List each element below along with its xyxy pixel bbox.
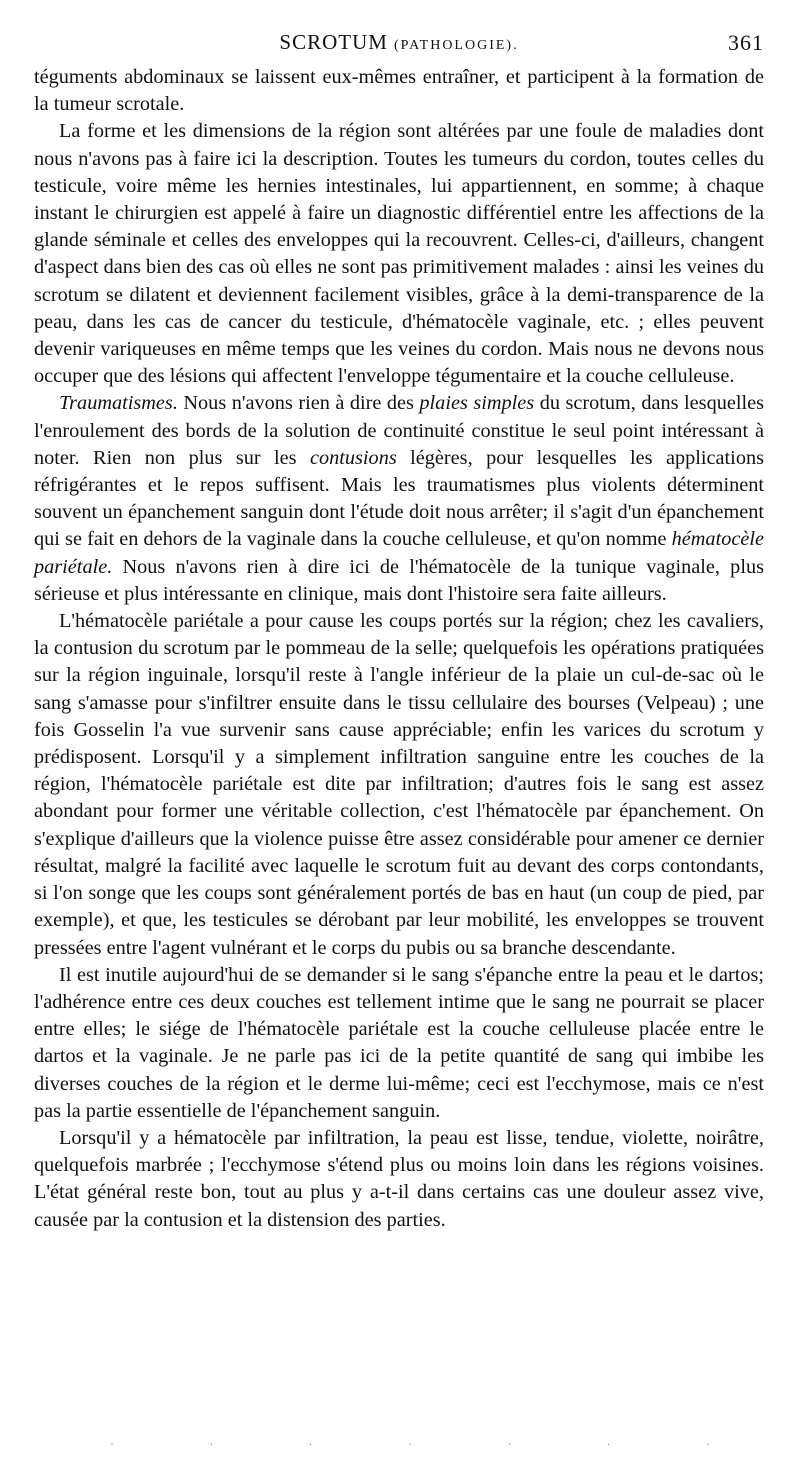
italic-text: contusions: [309, 446, 397, 469]
text-segment: téguments abdominaux se laissent eux-mêmes entraîner, et participent à la formation de la tumeur scrotale.: [34, 66, 764, 116]
paragraph: [34, 1125, 764, 1234]
text-segment: Il est inutile aujourd'hui de se demander si le sang s'épanche entre la peau et le dartos; l'adhérence entre ces deux couches est tellement intime que le sang ne pourrait se placer entre elles; le siége de l'hématocèle pariétale est la couche celluleuse placée entre le dartos et la vaginale. Je ne parle pas ici de la petite quantité de sang qui imbibe les diverses couches de la région et le derme lui-même; ceci est l'ecchymose, mais ce n'est pas la partie essentielle de l'épanchement sanguin.: [34, 963, 764, 1122]
paragraph: [34, 608, 764, 962]
text-segment: L'hématocèle pariétale a pour cause les coups portés sur la région; chez les cavaliers, la contusion du scrotum par le pommeau de la selle; quelquefois les opérations pratiquées sur la région inguinale, lorsqu'il reste à l'angle inférieur de la plaie un cul-de-sac où le sang s'amasse pour s'infiltrer ensuite dans le tissu cellulaire des bourses (Velpeau) ; une fois Gosselin l'a vue survenir sans cause appréciable; enfin les varices du scrotum y prédisposent. Lorsqu'il y a simplement infiltration sanguine entre les couches de la région, l'hématocèle pariétale est dite par infiltration; d'autres fois le sang est assez abondant pour former une véritable collection, c'est l'hématocèle par épanchement. On s'explique d'ailleurs que la violence puisse être assez considérable pour amener ce dernier résultat, malgré la facilité avec laquelle le scrotum fuit au devant des corps contondants, si l'on songe que les coups sont généralement portés de bas en haut (un coup de pied, par exemple), et que, les testicules se dérobant par leur mobilité, les enveloppes se trouvent pressées entre l'agent vulnérant et le corps du pubis ou sa branche descendante.: [34, 610, 764, 959]
body-text: [34, 64, 764, 1234]
text-segment: Lorsqu'il y a hématocèle par infiltration, la peau est lisse, tendue, violette, noirâtre, quelquefois marbrée ; l'ecchymose s'étend plus ou moins loin dans les régions voisines. L'état général reste bon, tout au plus y a-t-il dans certains cas une douleur assez vive, causée par la contusion et la distension des parties.: [34, 1126, 764, 1231]
text-segment: La forme et les dimensions de la région sont altérées par une foule de maladies dont nous n'avons pas à faire ici la description. Toutes les tumeurs du cordon, toutes celles du testicule, voire même les hernies intestinales, lui appartiennent, en somme; à chaque instant le chirurgien est appelé à faire un diagnostic différentiel entre les affections de la glande séminale et celles des enveloppes qui la recouvrent. Celles-ci, d'ailleurs, changent d'aspect dans bien des cas où elles ne sont pas primitivement malades : ainsi les veines du scrotum se dilatent et deviennent facilement visibles, grâce à la demi-transparence de la peau, dans les cas de cancer du testicule, d'hématocèle vaginale, etc. ; elles peuvent devenir variqueuses en même temps que les veines du cordon. Mais nous ne devons nous occuper que des lésions qui affectent l'enveloppe tégumentaire et la couche celluleuse.: [34, 120, 764, 388]
text-segment: légères, pour lesquelles les applications réfrigérantes et le repos suffisent. Mais les traumatismes plus violents déterminent souvent un épanchement sanguin dont l'étude doit nous arrêter; il s'agit d'un épanchement qui se fait en dehors de la vaginale dans la couche celluleuse, et qu'on nomme: [34, 446, 764, 551]
paragraph: [34, 962, 764, 1125]
paragraph: [34, 64, 764, 118]
header-subtitle: (PATHOLOGIE).: [393, 38, 519, 53]
footer-marks: · · · · · · ·: [110, 1437, 710, 1451]
text-segment: Nous n'avons rien à dire des: [177, 392, 420, 415]
running-header: [34, 30, 764, 56]
paragraph: [34, 390, 764, 608]
italic-text: Traumatismes.: [59, 392, 178, 415]
header-title: SCROTUM: [279, 30, 388, 54]
text-segment: Nous n'avons rien à dire ici de l'hématocèle de la tunique vaginale, plus sérieuse et plus intéressante en clinique, mais dont l'histoire sera faite ailleurs.: [34, 555, 764, 605]
italic-text: plaies simples: [419, 392, 535, 415]
text-segment: du scrotum, dans lesquelles l'enroulement des bords de la solution de continuité constitue le seul point intéressant à noter. Rien non plus sur les: [34, 392, 765, 469]
paragraph: [34, 118, 764, 390]
page-number: 361: [728, 30, 764, 55]
italic-text: hématocèle pariétale.: [34, 528, 764, 578]
